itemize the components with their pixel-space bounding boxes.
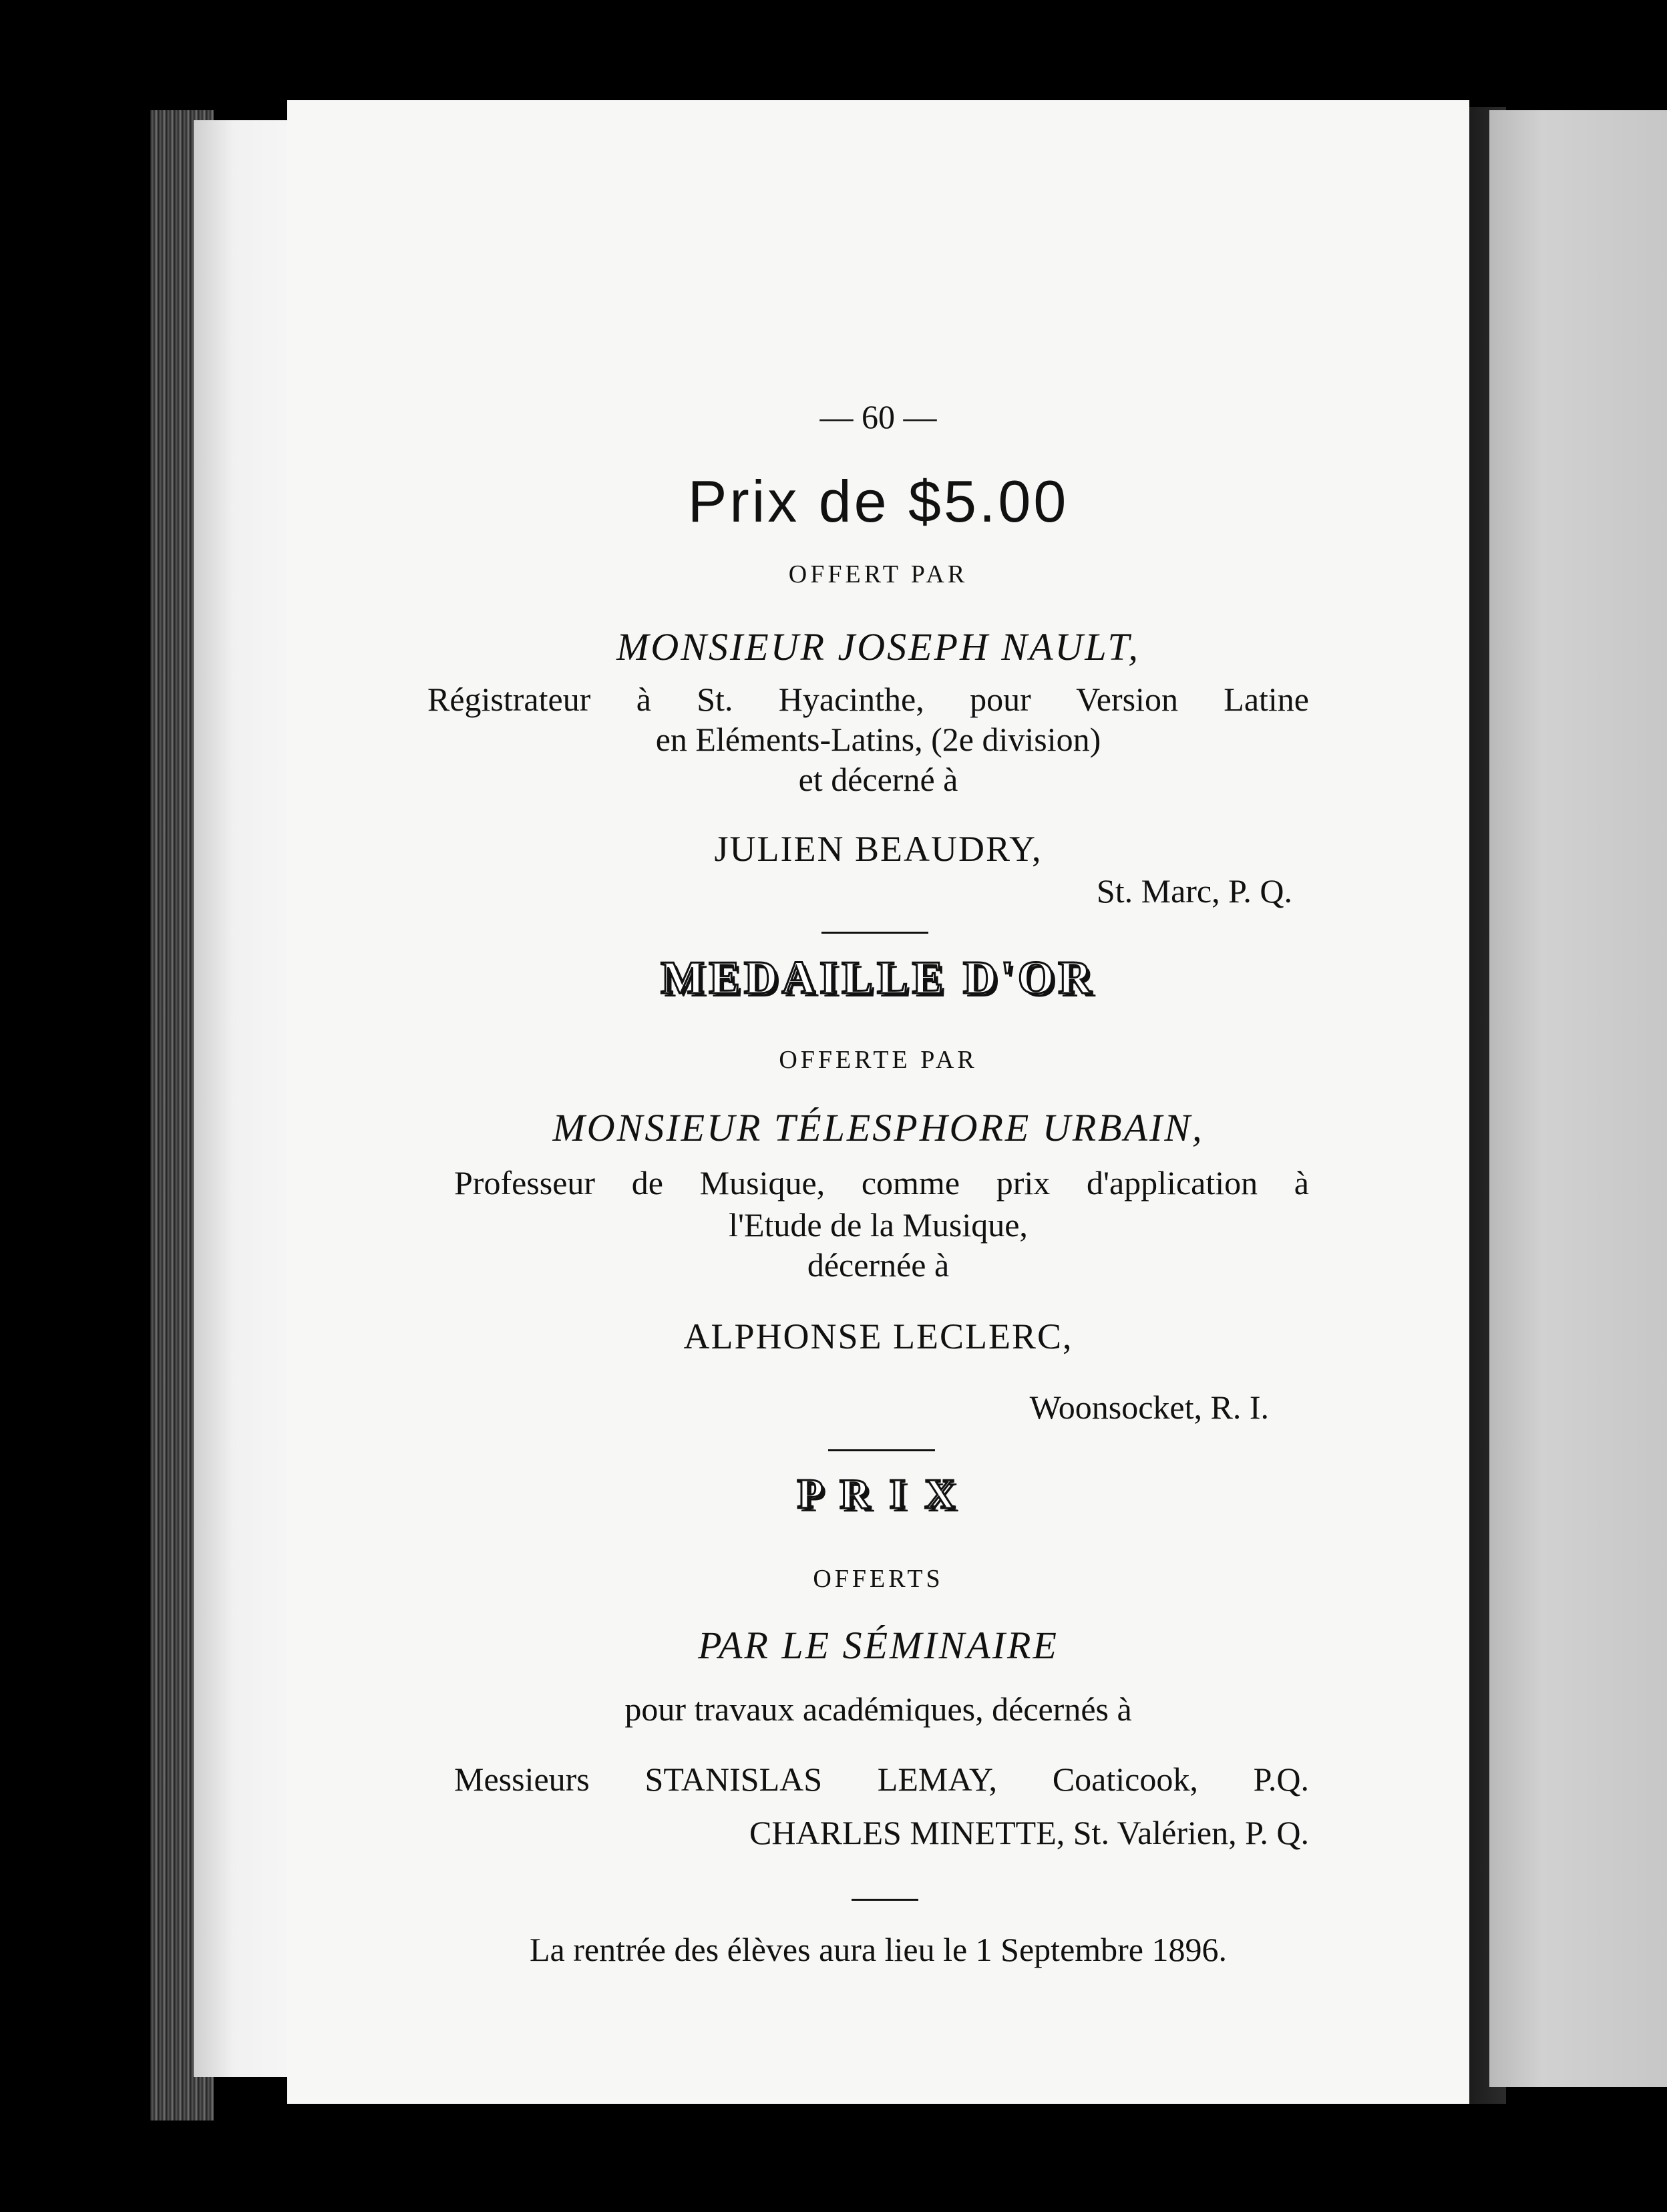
divider-1 [821, 932, 928, 934]
section3-line1: Messieurs STANISLAS LEMAY, Coaticook, P.Q. [454, 1761, 1309, 1798]
divider-2 [828, 1449, 935, 1451]
section2-desc3: décernée à [807, 1246, 950, 1284]
section1-recipient: JULIEN BEAUDRY, [714, 829, 1043, 869]
facing-page-left [194, 120, 294, 2077]
section2-desc2: l'Etude de la Musique, [729, 1206, 1028, 1244]
section1-title: Prix de $5.00 [687, 468, 1069, 534]
section3-offert: OFFERTS [813, 1565, 944, 1593]
section2-place: Woonsocket, R. I. [1029, 1389, 1269, 1426]
section1-desc3: et décerné à [798, 761, 958, 798]
section3-desc1: pour travaux académiques, décernés à [624, 1690, 1132, 1728]
divider-3 [852, 1899, 918, 1901]
section1-desc2: en Eléments-Latins, (2e division) [655, 721, 1101, 758]
section1-place: St. Marc, P. Q. [1096, 872, 1292, 910]
section2-recipient: ALPHONSE LECLERC, [683, 1316, 1073, 1356]
section2-offert: OFFERTE PAR [779, 1046, 978, 1074]
section2-title: MEDAILLE D'OR [661, 952, 1096, 1004]
page-number: — 60 — [819, 398, 937, 435]
footer-note: La rentrée des élèves aura lieu le 1 Septembre 1896. [530, 1931, 1227, 1968]
section3-title: P R I X [797, 1470, 960, 1517]
section1-desc1: Régistrateur à St. Hyacinthe, pour Version Latine [427, 681, 1309, 718]
section3-donor: PAR LE SÉMINAIRE [698, 1624, 1059, 1667]
section2-desc1: Professeur de Musique, comme prix d'application à [454, 1164, 1309, 1202]
section1-offert: OFFERT PAR [788, 560, 968, 588]
section3-line2: CHARLES MINETTE, St. Valérien, P. Q. [749, 1814, 1309, 1851]
section2-donor: MONSIEUR TÉLESPHORE URBAIN, [552, 1106, 1204, 1149]
section1-donor: MONSIEUR JOSEPH NAULT, [616, 625, 1140, 669]
facing-page-right [1489, 110, 1667, 2087]
